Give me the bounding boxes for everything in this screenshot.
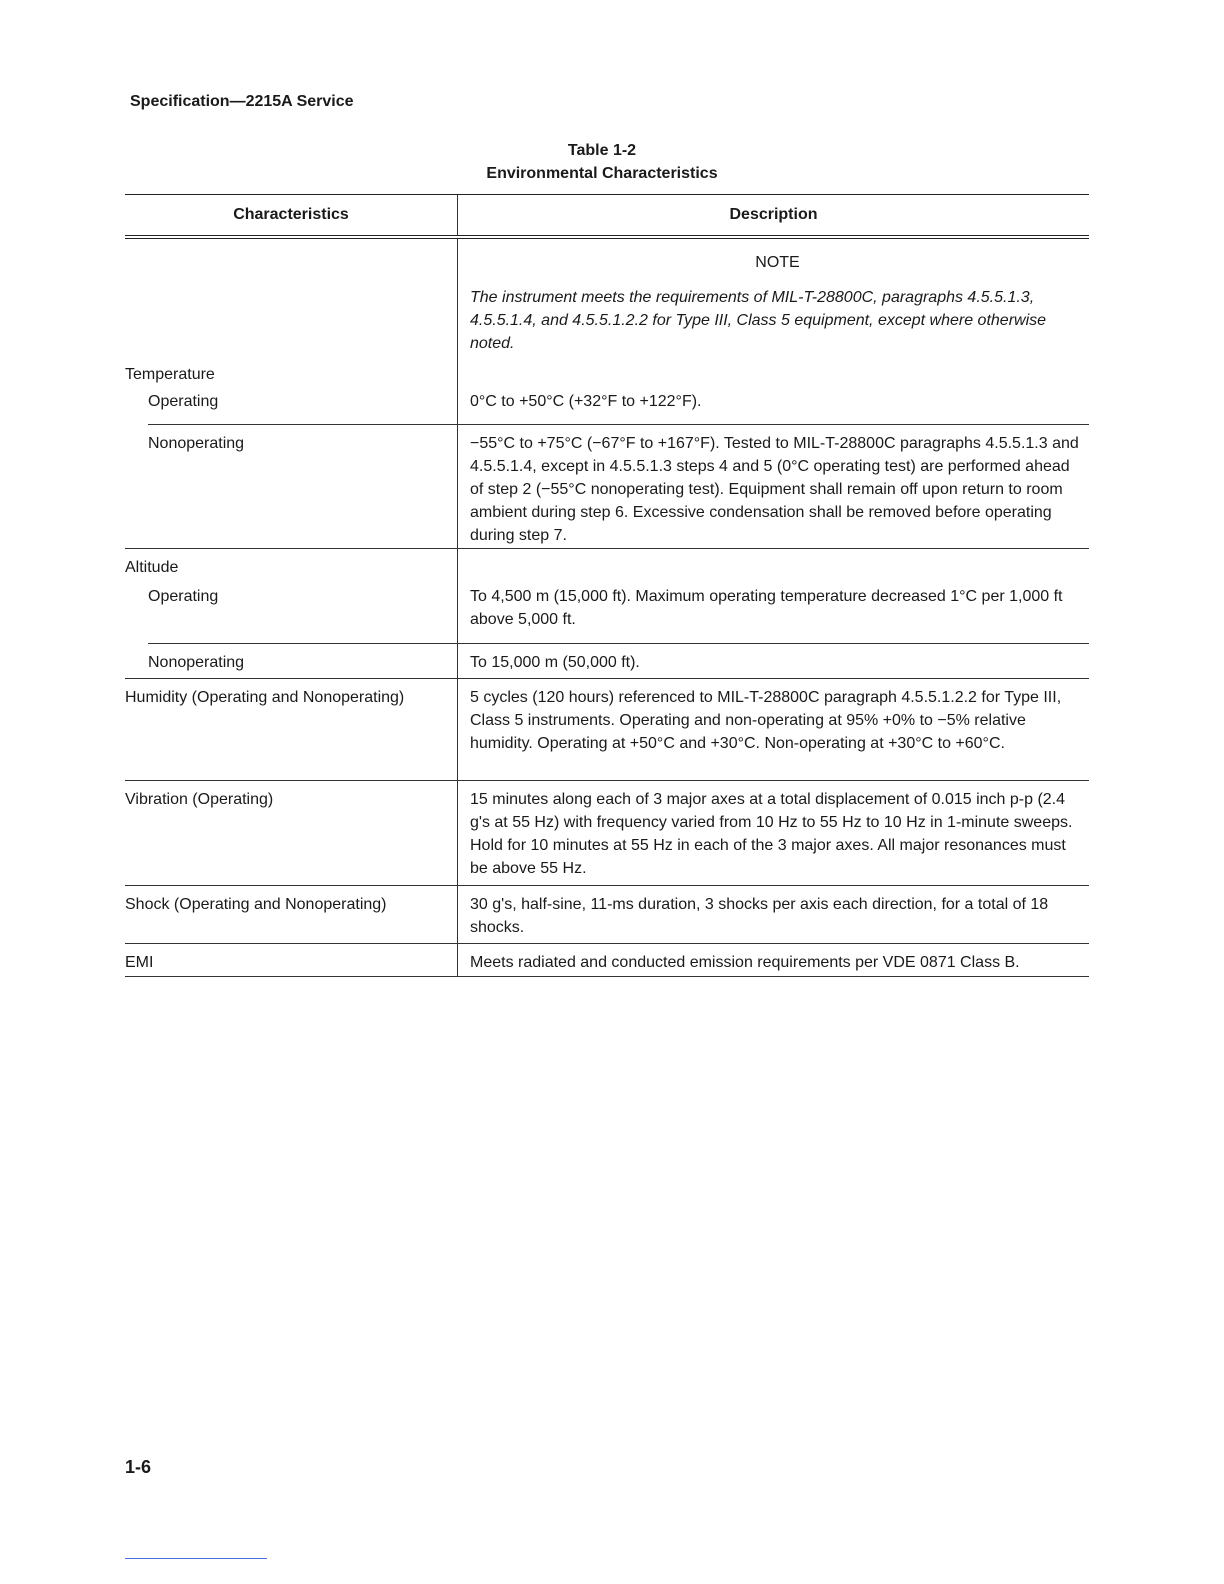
alt-nonoperating-desc: To 15,000 m (50,000 ft).: [457, 643, 1089, 678]
table-header: [125, 194, 1089, 235]
emi-row: [125, 943, 1089, 976]
altitude-label: Altitude: [125, 559, 179, 576]
table-title: Environmental Characteristics: [486, 165, 718, 182]
vibration-desc: 15 minutes along each of 3 major axes at a total displacement of 0.015 inch p-p (2.4 g's at 55 Hz) with frequency varied from 10 Hz to 55 Hz to 10 Hz in 1-minute sweeps. Hold for 10 minutes at 55 Hz in each of the 3 major axes. All major resonances must be above 55 Hz.: [457, 781, 1089, 885]
environmental-table: [125, 194, 1089, 977]
column-header-description: Description: [457, 195, 1089, 235]
column-header-characteristics: Characteristics: [233, 206, 349, 223]
table-number: Table 1-2: [567, 142, 637, 159]
emi-desc: Meets radiated and conducted emission requirements per VDE 0871 Class B.: [457, 944, 1089, 976]
table-bottom-rule: [125, 976, 1089, 977]
humidity-row: [125, 678, 1089, 780]
emi-label: EMI: [125, 954, 154, 971]
temp-nonoperating-desc: −55°C to +75°C (−67°F to +167°F). Tested to MIL-T-28800C paragraphs 4.5.5.1.3 and 4.5.5.1.4, except in 4.5.5.1.3 steps 4 and 5 (0°C operating test) are performed ahead of step 2 (−55°C nonoperating test). Equipment shall remain off upon return to room ambient during step 6. Excessive condensation shall be removed before operating during step 7.: [457, 424, 1089, 548]
humidity-desc: 5 cycles (120 hours) referenced to MIL-T-28800C paragraph 4.5.5.1.2.2 for Type III, Class 5 instruments. Operating and non-operating at 95% +0% to −5% relative humidity. Operating at +50°C and +30°C. Non-operating at +30°C to +60°C.: [457, 679, 1089, 780]
table-caption: [0, 139, 1224, 185]
humidity-label: Humidity (Operating and Nonoperating): [125, 689, 405, 706]
temperature-row: [125, 355, 1089, 390]
vibration-row: [125, 780, 1089, 885]
page-number: 1-6: [125, 1457, 152, 1477]
temp-nonoperating-row: [125, 424, 1089, 548]
temp-operating-desc: 0°C to +50°C (+32°F to +122°F).: [457, 390, 1089, 424]
shock-desc: 30 g's, half-sine, 11-ms duration, 3 shocks per axis each direction, for a total of 18 shocks.: [457, 886, 1089, 943]
temp-nonoperating-label: Nonoperating: [148, 424, 457, 548]
alt-operating-desc: To 4,500 m (15,000 ft). Maximum operating temperature decreased 1°C per 1,000 ft above 5,000 ft.: [457, 585, 1089, 643]
alt-nonoperating-row: [125, 643, 1089, 678]
temp-operating-label: Operating: [148, 393, 219, 410]
temperature-label: Temperature: [125, 366, 215, 383]
vibration-label: Vibration (Operating): [125, 791, 274, 808]
note-text: The instrument meets the requirements of MIL-T-28800C, paragraphs 4.5.5.1.3, 4.5.5.1.4, and 4.5.5.1.2.2 for Type III, Class 5 equipment, except where otherwise noted.: [470, 289, 1047, 352]
shock-label: Shock (Operating and Nonoperating): [125, 896, 387, 913]
alt-nonoperating-label: Nonoperating: [148, 643, 457, 678]
alt-operating-row: [125, 585, 1089, 643]
alt-operating-label: Operating: [148, 588, 219, 605]
footer-rule: [125, 1558, 267, 1559]
note-row: [125, 239, 1089, 355]
note-title: NOTE: [755, 254, 800, 271]
altitude-row: [125, 548, 1089, 585]
page-header: Specification—2215A Service: [130, 93, 354, 110]
shock-row: [125, 885, 1089, 943]
temp-operating-row: [125, 390, 1089, 424]
